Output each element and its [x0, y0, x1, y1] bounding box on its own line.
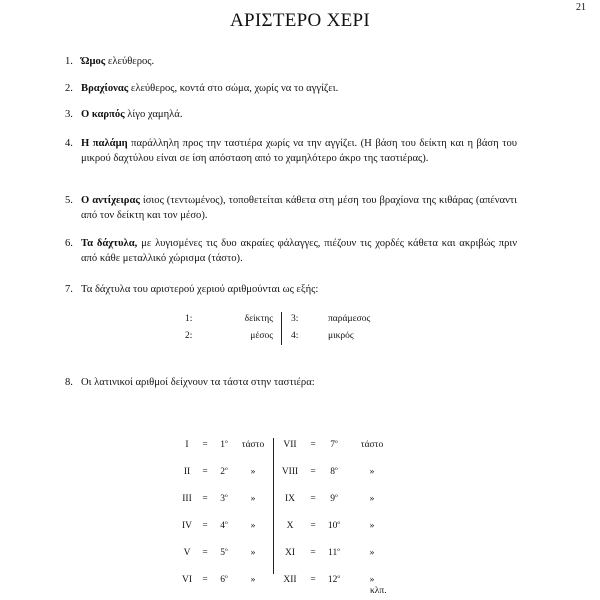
- page-number: 21: [576, 2, 586, 13]
- table-row: [185, 311, 465, 328]
- fret-word: [238, 548, 268, 558]
- equals-sign: [200, 548, 210, 558]
- equals-sign: [200, 440, 210, 450]
- equals-sign: [200, 575, 210, 585]
- ordinal-mark: o: [337, 546, 340, 553]
- fret-number-text: 1: [220, 440, 225, 450]
- ordinal-mark: o: [225, 492, 228, 499]
- roman-numeral-text: IX: [284, 494, 296, 504]
- fret-number-text: 10: [327, 521, 338, 531]
- fret-numbering-table: [180, 438, 400, 596]
- fret-number: [216, 521, 232, 531]
- equals-sign-text: =: [202, 494, 208, 504]
- etc-note: κλπ.: [370, 586, 387, 596]
- finger-name: μέσος: [250, 331, 273, 341]
- item-text: Τα δάχτυλα του αριστερού χεριού αριθμούνται ως εξής:: [81, 284, 319, 295]
- item-text: ελεύθερος.: [105, 56, 155, 67]
- item-number: 2.: [65, 83, 73, 94]
- fret-number-text: 9: [330, 494, 335, 504]
- fret-number-text: 12: [327, 575, 338, 585]
- ordinal-mark: o: [335, 438, 338, 445]
- roman-numeral: [278, 521, 302, 531]
- finger-number: 4:: [291, 331, 299, 341]
- table-row: [185, 328, 465, 345]
- fret-word: [238, 467, 268, 477]
- roman-numeral: [278, 575, 302, 585]
- fret-word-text: »: [369, 548, 375, 558]
- list-item-palm: [65, 136, 517, 166]
- roman-numeral: [278, 548, 302, 558]
- item-text: λίγο χαμηλά.: [124, 109, 183, 120]
- ordinal-mark: o: [225, 465, 228, 472]
- finger-number: 2:: [185, 331, 193, 341]
- equals-sign-text: =: [202, 467, 208, 477]
- fret-number: [216, 440, 232, 450]
- fret-word: [354, 575, 390, 585]
- ordinal-mark: o: [335, 465, 338, 472]
- equals-sign-text: =: [202, 575, 208, 585]
- finger-name: παράμεσος: [328, 314, 371, 324]
- roman-numeral: [180, 521, 194, 531]
- equals-sign: [308, 521, 318, 531]
- list-item-numbering: [65, 282, 517, 297]
- item-number: 6.: [65, 238, 73, 249]
- item-text: με λυγισμένες τις δυο ακραίες φάλαγγες, πιέζουν τις χορδές κάθετα και ακριβώς πριν από κάθε μεταλλικό χώρισμα (τάστο).: [81, 238, 517, 264]
- fret-word: [354, 467, 390, 477]
- item-number: 8.: [65, 377, 73, 388]
- ordinal-mark: o: [337, 519, 341, 526]
- fret-word-text: »: [369, 467, 375, 477]
- fret-word: [354, 548, 390, 558]
- item-number: 7.: [65, 284, 73, 295]
- item-term: Ο καρπός: [81, 109, 125, 120]
- item-text: ελεύθερος, κοντά στο σώμα, χωρίς να το αγγίζει.: [128, 83, 339, 94]
- equals-sign-text: =: [310, 467, 316, 477]
- equals-sign-text: =: [310, 440, 316, 450]
- fret-word-text: »: [369, 521, 375, 531]
- fret-word: [238, 521, 268, 531]
- ordinal-mark: o: [225, 438, 228, 445]
- roman-numeral-text: II: [183, 467, 191, 477]
- roman-numeral: [180, 575, 194, 585]
- fret-word-text: »: [369, 575, 375, 585]
- roman-numeral: [180, 467, 194, 477]
- fret-number: [324, 494, 344, 504]
- roman-numeral-text: VIII: [281, 467, 299, 477]
- fret-word: [354, 494, 390, 504]
- ordinal-mark: o: [337, 573, 341, 580]
- fret-number-text: 4: [220, 521, 225, 531]
- page-title: ΑΡΙΣΤΕΡΟ ΧΕΡΙ: [229, 10, 371, 31]
- table-row: [180, 494, 400, 508]
- roman-numeral-text: V: [183, 548, 191, 558]
- fret-number: [216, 467, 232, 477]
- item-term: Η παλάμη: [81, 138, 128, 149]
- fret-word: [238, 575, 268, 585]
- fret-word-text: »: [250, 467, 256, 477]
- fret-number: [324, 521, 344, 531]
- finger-number: 3:: [291, 314, 299, 324]
- list-item-thumb: [65, 193, 517, 223]
- fret-number-text: 11: [328, 548, 338, 558]
- equals-sign: [308, 467, 318, 477]
- roman-numeral: [180, 494, 194, 504]
- roman-numeral-text: IV: [181, 521, 193, 531]
- table-row: [180, 467, 400, 481]
- fret-word: [354, 440, 390, 450]
- item-number: 3.: [65, 109, 73, 120]
- list-item-arm: [65, 81, 517, 96]
- list-item-shoulder: [65, 54, 517, 69]
- equals-sign: [200, 494, 210, 504]
- equals-sign: [200, 467, 210, 477]
- roman-numeral-text: VI: [181, 575, 193, 585]
- equals-sign: [308, 548, 318, 558]
- fret-number: [216, 575, 232, 585]
- item-text: παράλληλη προς την ταστιέρα χωρίς να την αγγίζει. (Η βάση του δείκτη και η βάση του μικρού δαχτύλου είναι σε ίση απόσταση από το χαμηλότερο άκρο της ταστιέρας).: [81, 138, 517, 164]
- fret-number-text: 8: [330, 467, 335, 477]
- equals-sign-text: =: [310, 521, 316, 531]
- equals-sign-text: =: [310, 494, 316, 504]
- equals-sign-text: =: [202, 440, 208, 450]
- equals-sign: [308, 494, 318, 504]
- equals-sign-text: =: [202, 521, 208, 531]
- fret-word-text: »: [250, 548, 256, 558]
- fret-number: [324, 548, 344, 558]
- roman-numeral-text: III: [182, 494, 192, 504]
- fret-word-text: τάστο: [241, 440, 265, 450]
- equals-sign: [308, 440, 318, 450]
- table-row: [180, 440, 400, 454]
- fret-number: [324, 575, 344, 585]
- roman-numeral: [180, 548, 194, 558]
- roman-numeral-text: XI: [284, 548, 296, 558]
- item-term: Τα δάχτυλα,: [81, 238, 138, 249]
- equals-sign-text: =: [310, 575, 316, 585]
- ordinal-mark: o: [225, 519, 228, 526]
- fret-number: [324, 467, 344, 477]
- fret-number-text: 5: [220, 548, 225, 558]
- finger-name: δείκτης: [244, 314, 273, 324]
- equals-sign-text: =: [310, 548, 316, 558]
- table-row: [180, 575, 400, 589]
- equals-sign: [200, 521, 210, 531]
- roman-numeral: [180, 440, 194, 450]
- ordinal-mark: o: [225, 573, 228, 580]
- ordinal-mark: o: [225, 546, 228, 553]
- item-term: Ο αντίχειρας: [81, 195, 140, 206]
- item-term: Ώμος: [81, 56, 106, 67]
- item-text: Οι λατινικοί αριθμοί δείχνουν τα τάστα στην ταστιέρα:: [81, 377, 315, 388]
- roman-numeral: [278, 467, 302, 477]
- roman-numeral-text: XII: [283, 575, 297, 585]
- fret-word: [238, 440, 268, 450]
- equals-sign-text: =: [202, 548, 208, 558]
- table-row: [180, 548, 400, 562]
- roman-numeral: [278, 494, 302, 504]
- fret-word-text: »: [250, 494, 256, 504]
- list-item-wrist: [65, 107, 517, 122]
- fret-number-text: 7: [330, 440, 335, 450]
- finger-name: μικρός: [328, 331, 354, 341]
- fret-number: [216, 494, 232, 504]
- roman-numeral: [278, 440, 302, 450]
- item-term: Βραχίονας: [81, 83, 129, 94]
- finger-number: 1:: [185, 314, 193, 324]
- fret-word: [238, 494, 268, 504]
- list-item-fingers: [65, 236, 517, 266]
- table-row: [180, 521, 400, 535]
- fret-number: [216, 548, 232, 558]
- item-number: 4.: [65, 138, 73, 149]
- roman-numeral-text: X: [286, 521, 294, 531]
- fret-word-text: τάστο: [360, 440, 384, 450]
- item-number: 1.: [65, 56, 73, 67]
- equals-sign: [308, 575, 318, 585]
- fret-number-text: 2: [220, 467, 225, 477]
- fret-number-text: 3: [220, 494, 225, 504]
- roman-numeral-text: I: [185, 440, 189, 450]
- item-number: 5.: [65, 195, 73, 206]
- item-text: ίσιος (τεντωμένος), τοποθετείται κάθετα στη μέση του βραχίονα της κιθάρας (απέναντι από τον δείκτη και τον μέσο).: [81, 195, 517, 221]
- ordinal-mark: o: [335, 492, 338, 499]
- fret-number-text: 6: [220, 575, 225, 585]
- roman-numeral-text: VII: [283, 440, 297, 450]
- fret-word: [354, 521, 390, 531]
- fret-number: [324, 440, 344, 450]
- list-item-frets: [65, 375, 517, 390]
- fret-word-text: »: [369, 494, 375, 504]
- fret-word-text: »: [250, 575, 256, 585]
- fret-word-text: »: [250, 521, 256, 531]
